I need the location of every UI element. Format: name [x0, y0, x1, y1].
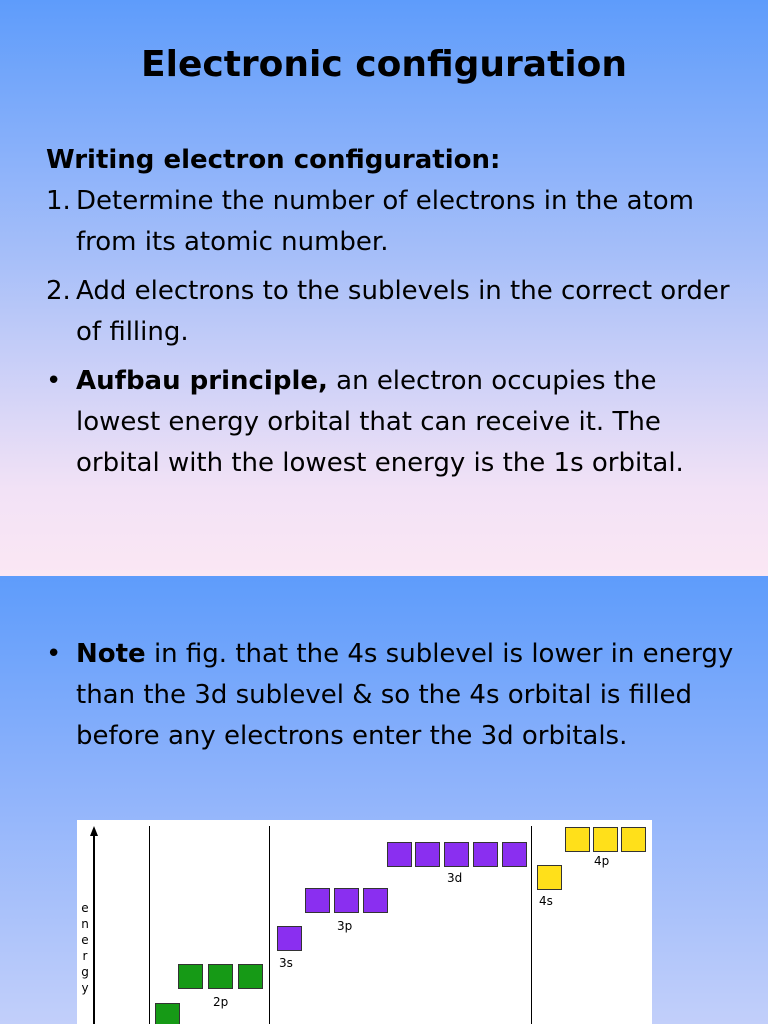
- step-1: [46, 181, 736, 263]
- orbital-box-3d: [473, 842, 498, 867]
- step-2-number: 2.: [46, 276, 71, 306]
- aufbau-text: [76, 361, 736, 484]
- sublevel-label-3p: 3p: [337, 919, 353, 933]
- energy-axis-label: e n e r g y: [81, 901, 89, 995]
- orbital-box-2p: [178, 964, 203, 989]
- note-text: [76, 634, 736, 757]
- orbital-box-3d: [444, 842, 469, 867]
- divider-line: [531, 826, 532, 1024]
- sublevel-label-3d: 3d: [447, 871, 463, 885]
- aufbau-description: an electron occupies the lowest energy orbital that can receive it. The orbital with the lowest energy is the 1s orbital.: [76, 366, 684, 478]
- bullet-mark: •: [46, 639, 62, 669]
- divider-line: [269, 826, 270, 1024]
- energy-level-diagram: [77, 820, 652, 1024]
- orbital-box-3d: [387, 842, 412, 867]
- note-bold-label: Note: [76, 639, 146, 669]
- orbital-box-3p: [363, 888, 388, 913]
- step-1-text: Determine the number of electrons in the atom from its atomic number.: [76, 186, 695, 257]
- note-bullet: [46, 634, 736, 757]
- orbital-box-3p: [334, 888, 359, 913]
- sublevel-label-2p: 2p: [213, 995, 229, 1009]
- orbital-box-2s: [155, 1003, 180, 1024]
- slide-2-content: [46, 634, 736, 757]
- orbital-box-3p: [305, 888, 330, 913]
- step-2: [46, 271, 736, 353]
- note-description: in fig. that the 4s sublevel is lower in energy than the 3d sublevel & so the 4s orbital is filled before any electrons enter the 3d orbitals.: [76, 639, 734, 751]
- orbital-box-4s: [537, 865, 562, 890]
- orbital-box-4p: [621, 827, 646, 852]
- step-2-text: Add electrons to the sublevels in the correct order of filling.: [76, 276, 730, 347]
- slide-title: Electronic configuration: [141, 44, 627, 85]
- aufbau-bold-label: Aufbau principle,: [76, 366, 328, 396]
- step-1-number: 1.: [46, 186, 71, 216]
- divider-line: [149, 826, 150, 1024]
- section-heading: Writing electron configuration:: [46, 145, 501, 175]
- bullet-mark: •: [46, 366, 62, 396]
- orbital-box-2p: [238, 964, 263, 989]
- orbital-box-2p: [208, 964, 233, 989]
- orbital-box-4p: [593, 827, 618, 852]
- aufbau-bullet: [46, 361, 736, 484]
- orbital-box-4p: [565, 827, 590, 852]
- sublevel-label-4p: 4p: [594, 854, 610, 868]
- sublevel-label-3s: 3s: [279, 956, 293, 970]
- energy-axis: [93, 834, 95, 1024]
- slide-1-content: [46, 140, 736, 484]
- sublevel-label-4s: 4s: [539, 894, 553, 908]
- orbital-box-3d: [415, 842, 440, 867]
- orbital-box-3s: [277, 926, 302, 951]
- orbital-box-3d: [502, 842, 527, 867]
